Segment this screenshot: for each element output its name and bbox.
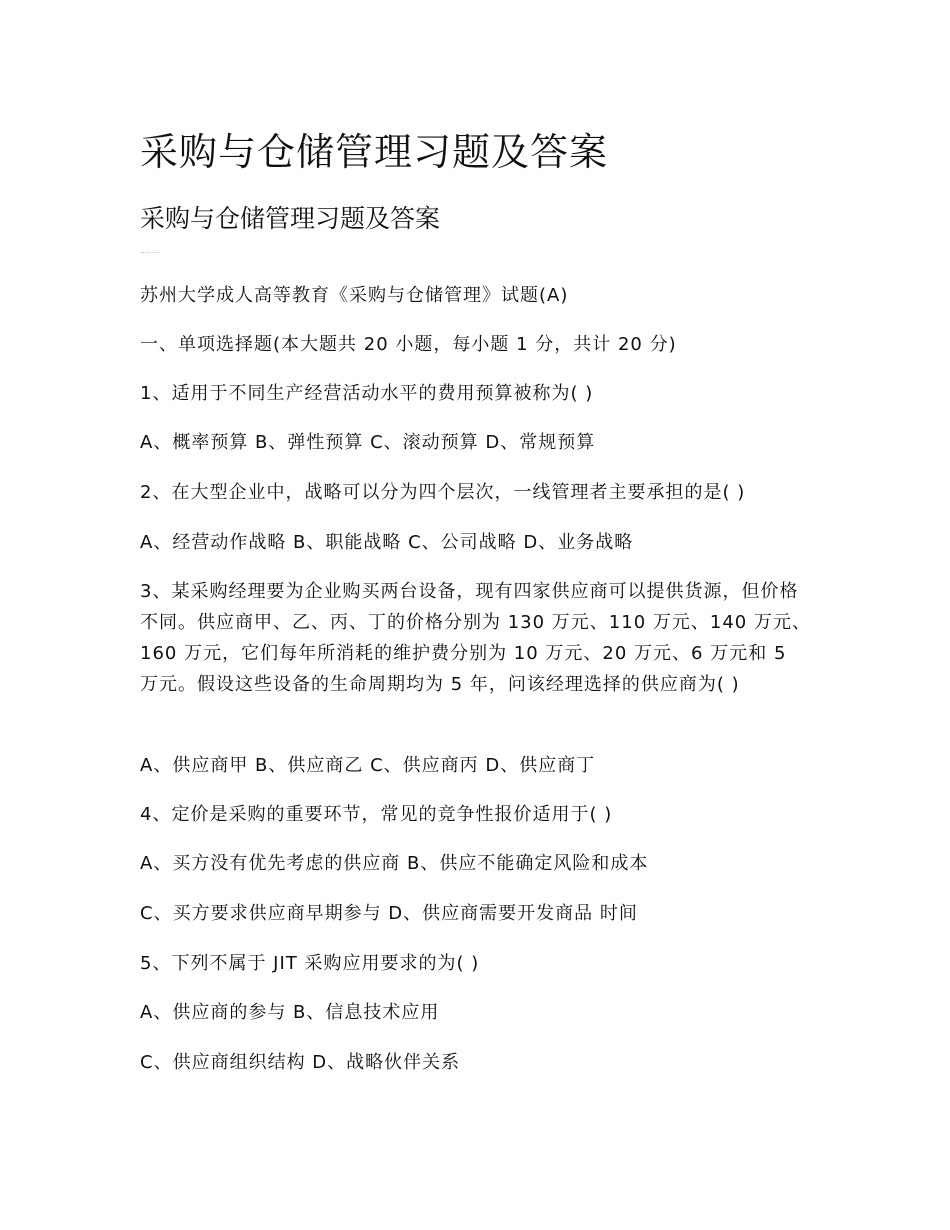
question-4-options-line-1: A、买方没有优先考虑的供应商 B、供应不能确定风险和成本: [140, 853, 649, 874]
question-5-options-line-1: A、供应商的参与 B、信息技术应用: [140, 1002, 440, 1023]
question-2-options: A、经营动作战略 B、职能战略 C、公司战略 D、业务战略: [140, 532, 634, 553]
question-2-stem: 2、在大型企业中，战略可以分为四个层次，一线管理者主要承担的是( ): [140, 482, 746, 503]
section-heading: 一、单项选择题(本大题共 20 小题，每小题 1 分，共计 20 分): [140, 334, 677, 355]
document-title: 采购与仓储管理习题及答案: [140, 130, 609, 174]
exam-header: 苏州大学成人高等教育《采购与仓储管理》试题(A): [140, 285, 569, 306]
question-5-stem: 5、下列不属于 JIT 采购应用要求的为( ): [140, 953, 480, 974]
question-5-options-line-2: C、供应商组织结构 D、战略伙伴关系: [140, 1052, 461, 1073]
question-4-options-line-2: C、买方要求供应商早期参与 D、供应商需要开发商品 时间: [140, 903, 638, 924]
question-3-stem: 3、某采购经理要为企业购买两台设备，现有四家供应商可以提供货源，但价格不同。供应商甲、乙、丙、丁的价格分别为 130 万元、110 万元、140 万元、160 万元，它们每年所消耗的维护费分别为 10 万元、20 万元、6 万元和 5 万元。假设这些设备的生命周期均为 5 年，问该经理选择的供应商为( ): [140, 581, 811, 695]
question-4-stem: 4、定价是采购的重要环节，常见的竞争性报价适用于( ): [140, 804, 613, 825]
question-1-stem: 1、适用于不同生产经营活动水平的费用预算被称为( ): [140, 383, 594, 404]
separator-dots: ………: [140, 247, 161, 255]
question-3-options: A、供应商甲 B、供应商乙 C、供应商丙 D、供应商丁: [140, 755, 596, 776]
question-1-options: A、概率预算 B、弹性预算 C、滚动预算 D、常规预算: [140, 432, 596, 453]
document-subtitle: 采购与仓储管理习题及答案: [140, 204, 441, 233]
